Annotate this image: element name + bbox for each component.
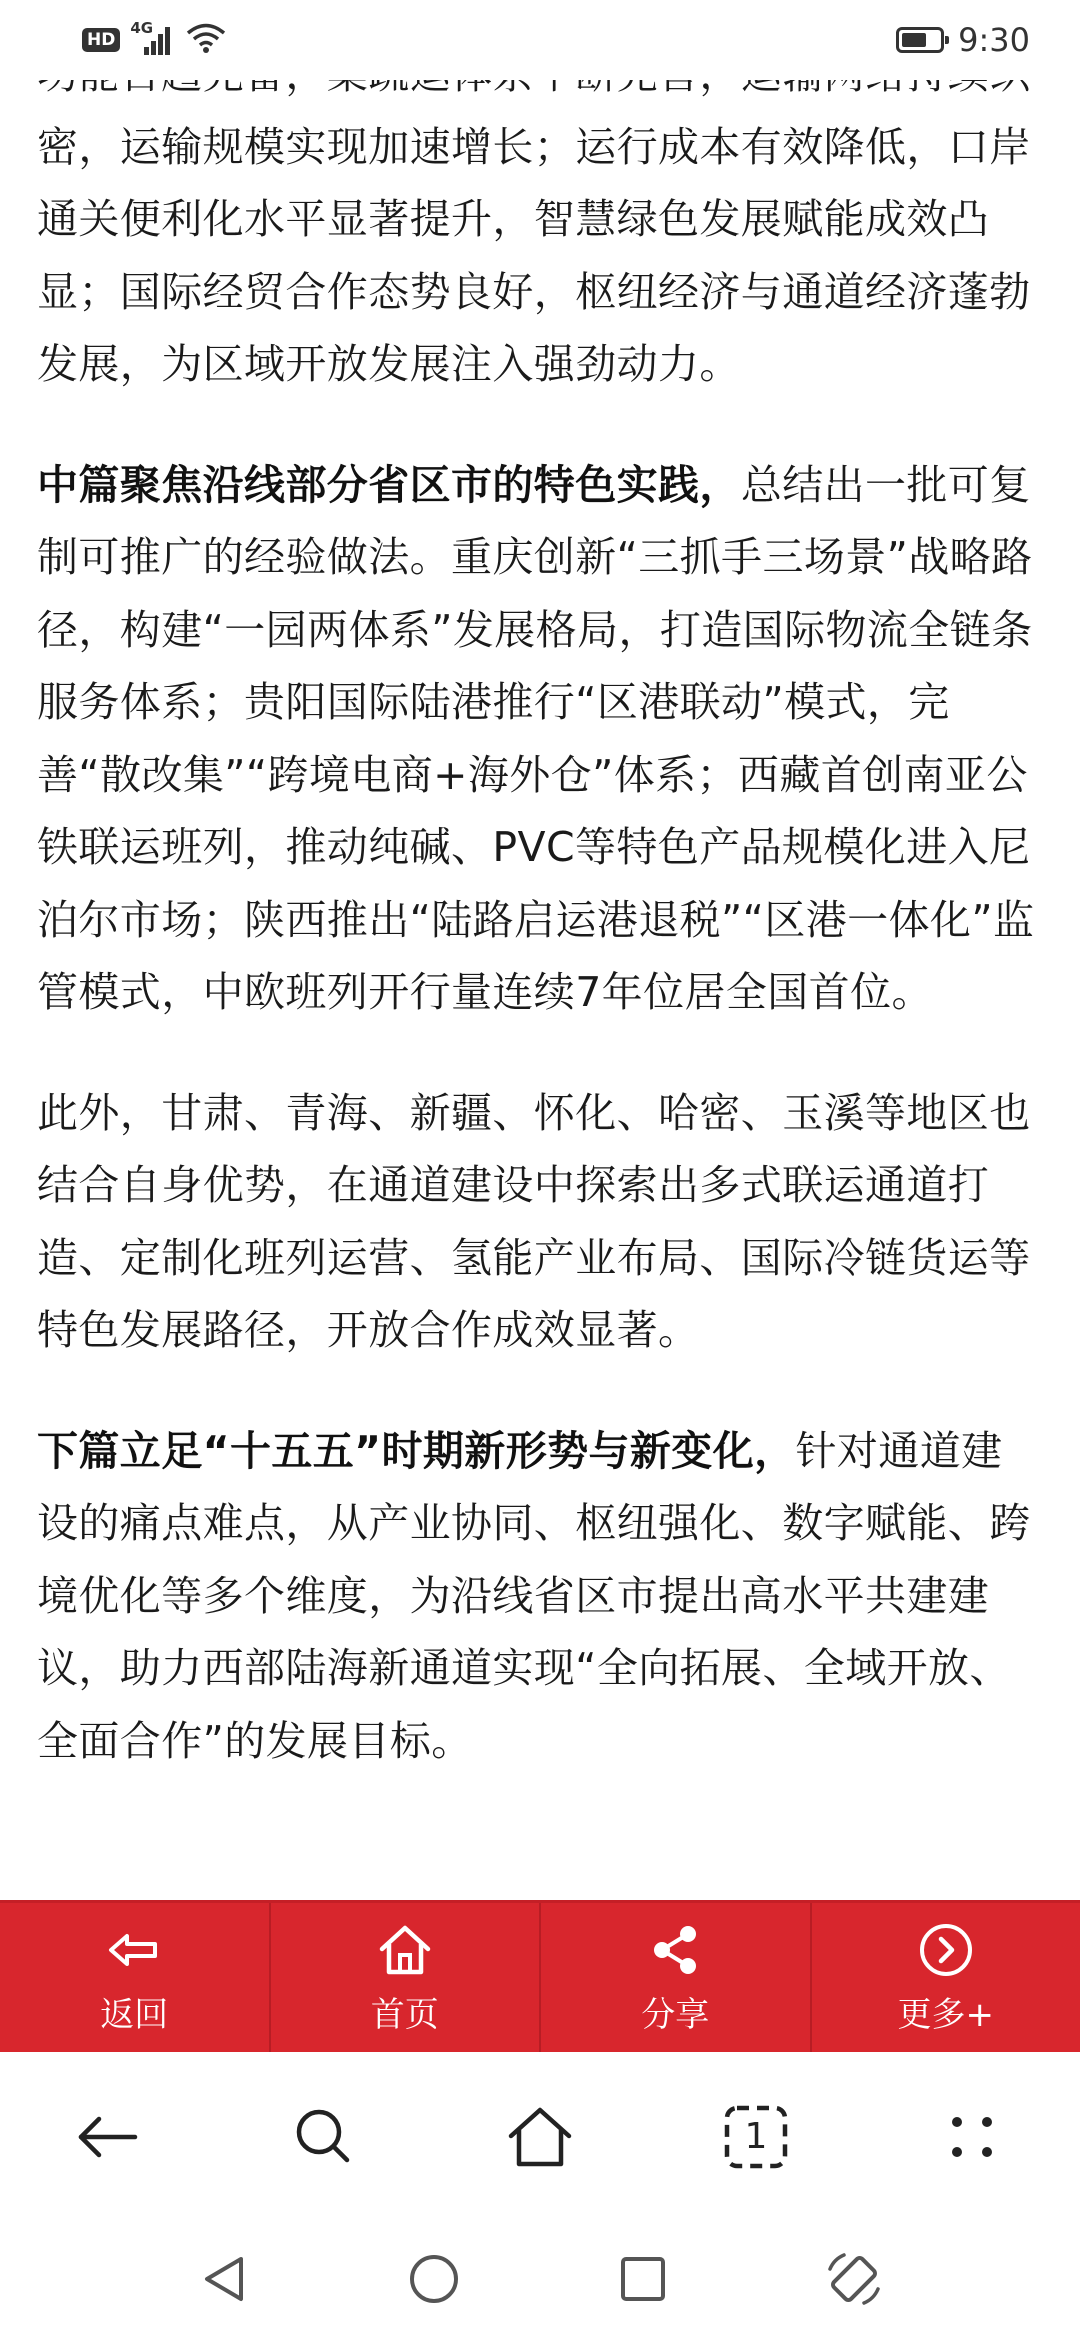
home-icon (374, 1919, 436, 1981)
article-paragraph (37, 1415, 1043, 1778)
nav-back-icon (195, 2249, 255, 2309)
back-button[interactable] (0, 1903, 271, 2052)
article-paragraph (37, 1077, 1043, 1367)
homepage-button[interactable] (271, 1903, 542, 2052)
status-right (896, 21, 1030, 59)
clock: 9:30 (958, 21, 1030, 59)
status-bar (0, 0, 1080, 80)
paragraph-text: 密，运输规模实现加速增长；运行成本有效降低，口岸通关便利化水平显著提升，智慧绿色发展赋能成效凸显；国际经贸合作态势良好，枢纽经济与通道经济蓬勃发展，为区域开放发展注入强劲动力。 (37, 122, 1031, 388)
action-bar (0, 1900, 1080, 2052)
share-label: 分享 (641, 1995, 710, 2035)
paragraph-lead: 下篇立足“十五五”时期新形势与新变化， (37, 1426, 796, 1475)
article-paragraph (37, 449, 1043, 1029)
rotate-icon (822, 2247, 886, 2311)
browser-home-button[interactable] (490, 2087, 590, 2187)
signal-icon (130, 19, 176, 57)
system-home-button[interactable] (404, 2249, 464, 2313)
back-label: 返回 (100, 1995, 169, 2035)
share-icon (644, 1919, 706, 1981)
paragraph-lead: 中篇聚焦沿线部分省区市的特色实践， (37, 460, 741, 509)
menu-dots-icon (937, 2102, 1007, 2172)
hd-badge: HD (82, 28, 120, 52)
nav-home-icon (404, 2249, 464, 2309)
battery-icon (896, 27, 944, 53)
back-icon (73, 2102, 143, 2172)
homepage-label: 首页 (370, 1995, 439, 2035)
browser-menu-button[interactable] (922, 2087, 1022, 2187)
browser-back-button[interactable] (58, 2087, 158, 2187)
network-type: 4G (130, 19, 154, 37)
system-back-button[interactable] (195, 2249, 255, 2313)
browser-toolbar (0, 2052, 1080, 2222)
paragraph-text: 针对通道建设的痛点难点，从产业协同、枢纽强化、数字赋能、跨境优化等多个维度，为沿线省区市提出高水平共建建议，助力西部陆海新通道实现“全向拓展、全域开放、全面合作”的发展目标。 (37, 1426, 1031, 1765)
status-left (82, 19, 226, 58)
article-body (37, 38, 1043, 1825)
paragraph-text: 总结出一批可复制可推广的经验做法。重庆创新“三抓手三场景”战略路径，构建“一园两体系”发展格局，打造国际物流全链条服务体系；贵阳国际陆港推行“区港联动”模式，完善“散改集”“跨境电商+海外仓”体系；西藏首创南亚公铁联运班列，推动纯碱、PVC等特色产品规模化进入尼泊尔市场；陕西推出“陆路启运港退税”“区港一体化”监管模式，中欧班列开行量连续7年位居全国首位。 (37, 460, 1035, 1016)
share-button[interactable] (541, 1903, 812, 2052)
home-icon (505, 2102, 575, 2172)
tab-count: 1 (744, 2116, 768, 2157)
system-recents-button[interactable] (613, 2249, 673, 2313)
nav-recents-icon (613, 2249, 673, 2309)
system-navigation-bar (0, 2222, 1080, 2340)
article-paragraph (37, 38, 1043, 401)
wifi-icon (186, 22, 226, 58)
browser-search-button[interactable] (274, 2087, 374, 2187)
more-circle-icon (915, 1919, 977, 1981)
browser-tabs-button[interactable] (706, 2087, 806, 2187)
more-button[interactable] (812, 1903, 1080, 2052)
paragraph-text: 此外，甘肃、青海、新疆、怀化、哈密、玉溪等地区也结合自身优势，在通道建设中探索出多式联运通道打造、定制化班列运营、氢能产业布局、国际冷链货运等特色发展路径，开放合作成效显著。 (37, 1088, 1031, 1354)
rotate-button[interactable] (822, 2247, 886, 2315)
back-arrow-icon (103, 1919, 165, 1981)
more-label: 更多+ (897, 1995, 994, 2035)
search-icon (289, 2102, 359, 2172)
